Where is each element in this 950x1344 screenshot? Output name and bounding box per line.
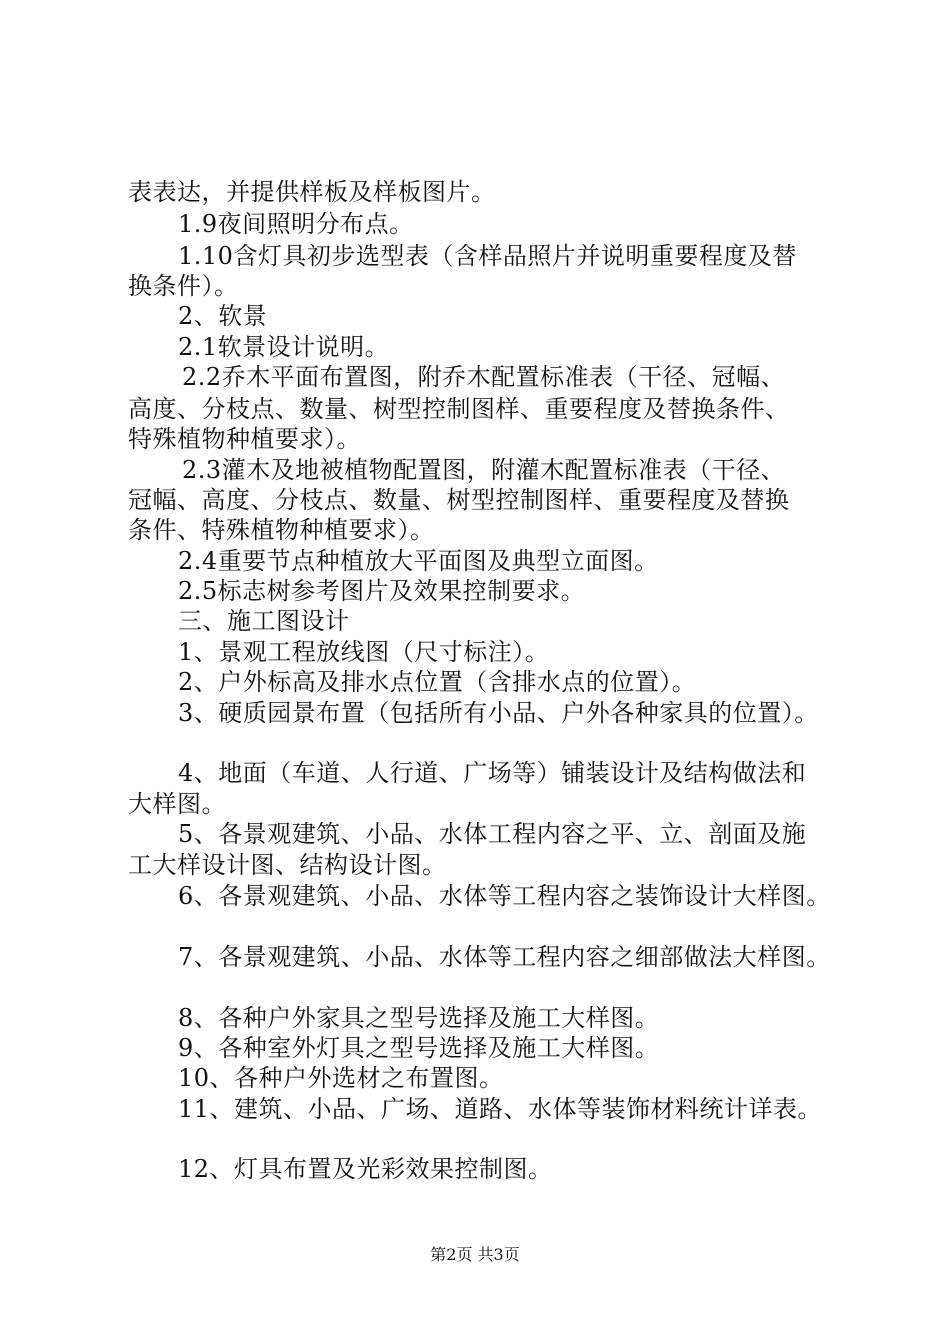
text-line: 1.9夜间照明分布点。 (178, 210, 414, 238)
text-line: 11、建筑、小品、广场、道路、水体等装饰材料统计详表。 (178, 1095, 823, 1123)
text-line: 8、各种户外家具之型号选择及施工大样图。 (178, 1004, 660, 1032)
text-line: 2.1软景设计说明。 (178, 333, 390, 361)
text-line: 7、各景观建筑、小品、水体等工程内容之细部做法大样图。 (178, 943, 831, 971)
text-line: 2.4重要节点种植放大平面图及典型立面图。 (178, 547, 659, 575)
text-line: 2.3灌木及地被植物配置图，附灌木配置标准表（干径、 (182, 456, 786, 484)
text-line: 4、地面（车道、人行道、广场等）铺装设计及结构做法和 (178, 759, 807, 787)
text-line: 1、景观工程放线图（尺寸标注）。 (178, 638, 550, 666)
text-line: 3、硬质园景布置（包括所有小品、户外各种家具的位置）。 (178, 699, 819, 727)
text-line: 大样图。 (128, 790, 226, 818)
text-line: 工大样设计图、结构设计图。 (128, 851, 447, 879)
text-line: 9、各种室外灯具之型号选择及施工大样图。 (178, 1034, 660, 1062)
text-line: 2、户外标高及排水点位置（含排水点的位置）。 (178, 668, 697, 696)
text-line: 1.10含灯具初步选型表（含样品照片并说明重要程度及替 (178, 242, 797, 270)
text-line: 12、灯具布置及光彩效果控制图。 (178, 1155, 553, 1183)
text-line: 2、软景 (178, 302, 268, 330)
text-line: 条件、特殊植物种植要求）。 (128, 516, 435, 544)
text-line: 高度、分枝点、数量、树型控制图样、重要程度及替换条件、 (128, 395, 790, 423)
text-line: 换条件）。 (128, 272, 239, 300)
text-line: 2.2乔木平面布置图，附乔木配置标准表（干径、冠幅、 (182, 363, 786, 391)
page-number-footer: 第2页 共3页 (430, 1245, 520, 1264)
text-line: 6、各景观建筑、小品、水体等工程内容之装饰设计大样图。 (178, 882, 831, 910)
text-line: 10、各种户外选材之布置图。 (178, 1064, 504, 1092)
text-line: 5、各景观建筑、小品、水体工程内容之平、立、剖面及施 (178, 820, 807, 848)
section-heading: 三、施工图设计 (178, 607, 350, 635)
text-line: 冠幅、高度、分枝点、数量、树型控制图样、重要程度及替换 (128, 486, 790, 514)
text-line: 2.5标志树参考图片及效果控制要求。 (178, 577, 586, 605)
text-line: 表表达，并提供样板及样板图片。 (128, 178, 496, 206)
text-line: 特殊植物种植要求）。 (128, 425, 361, 453)
